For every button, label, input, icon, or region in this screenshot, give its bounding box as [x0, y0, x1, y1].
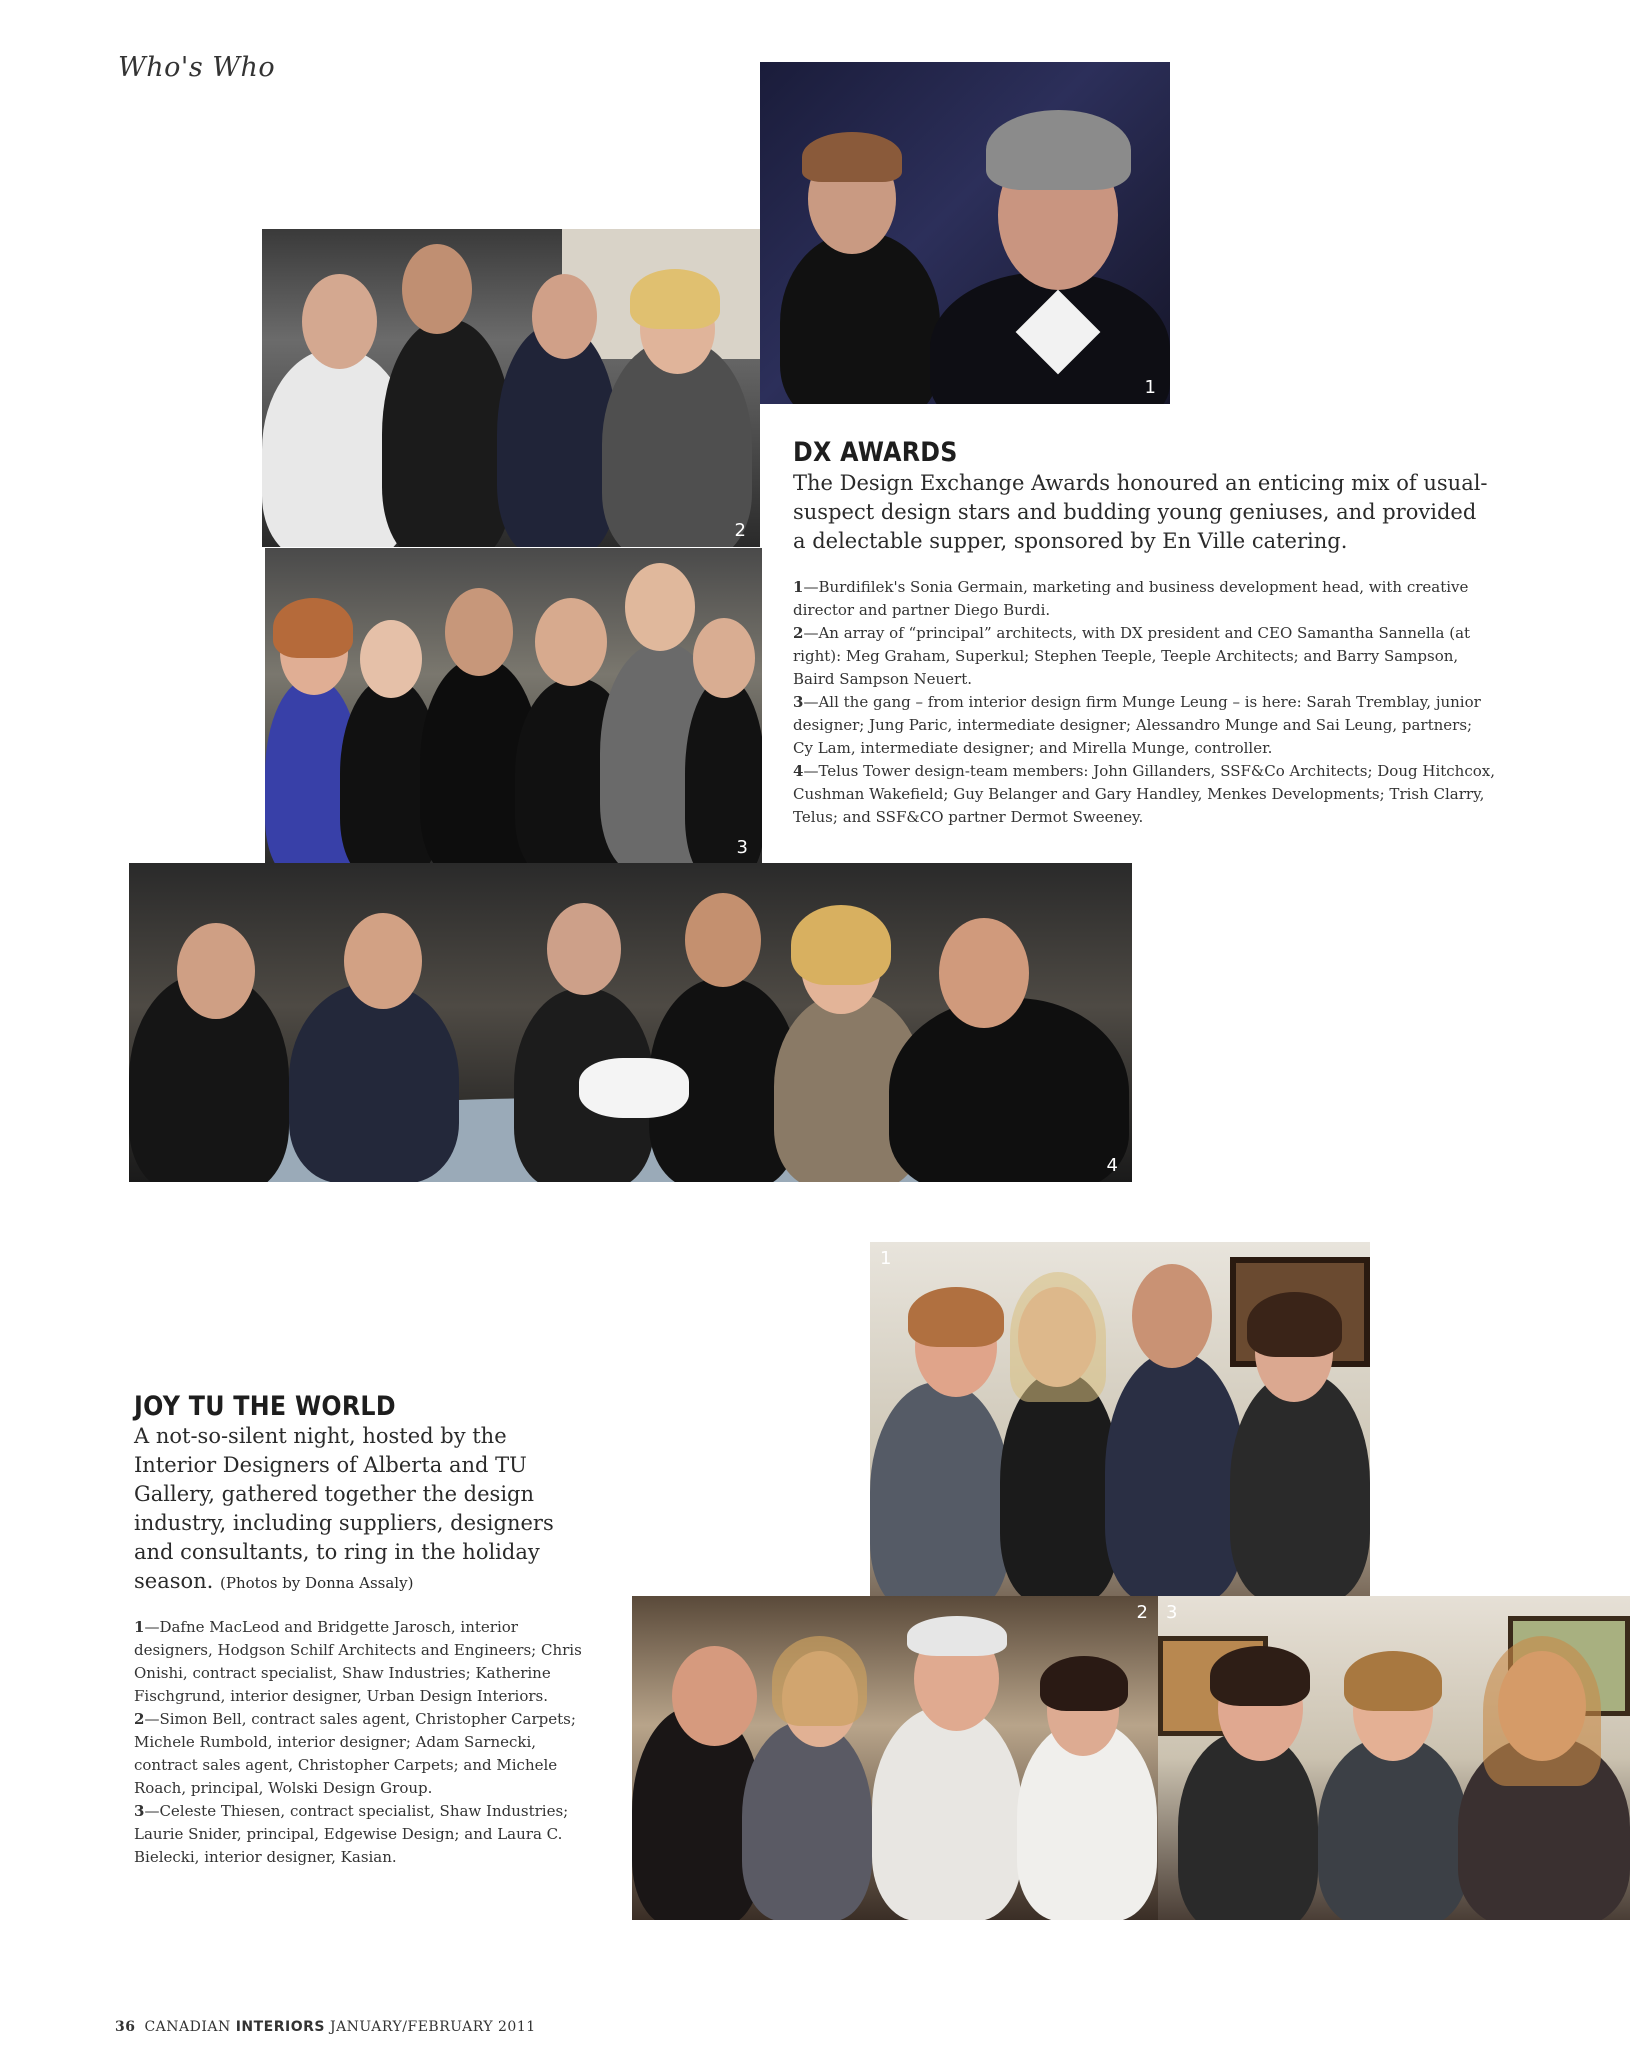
photo-number: 2 [1136, 1602, 1148, 1623]
photo-number: 3 [1166, 1602, 1178, 1623]
page-number: 36 [115, 2019, 136, 2035]
dx-photo-1 [760, 62, 1170, 404]
magazine-name-bold: INTERIORS [235, 2019, 325, 2035]
issue-date: JANUARY/FEBRUARY 2011 [329, 2019, 536, 2035]
dx-heading: DX AWARDS [793, 437, 958, 468]
caption-item: 3—All the gang – from interior design firm Munge Leung – is here: Sarah Tremblay, junior designer; Jung Paric, intermediate designer; Alessandro Munge and Sai Leung, partners; Cy Lam, intermediate designer; and Mirella Munge, controller. [793, 693, 1481, 757]
joy-intro-text: A not-so-silent night, hosted by the Interior Designers of Alberta and TU Gallery, gathered together the design industry, including suppliers, designers and consultants, to ring in the holiday season. [134, 1424, 554, 1593]
joy-heading: JOY TU THE WORLD [134, 1391, 396, 1422]
photo-number: 1 [1144, 377, 1156, 398]
photo-number: 4 [1106, 1155, 1118, 1176]
dx-photo-2 [262, 229, 760, 547]
section-label: Who's Who [118, 52, 276, 83]
dx-photo-3 [265, 548, 762, 864]
caption-item: 1—Dafne MacLeod and Bridgette Jarosch, interior designers, Hodgson Schilf Architects and Engineers; Chris Onishi, contract specialist, Shaw Industries; Katherine Fischgrund, interior designer, Urban Design Interiors. [134, 1618, 582, 1705]
photo-credit: (Photos by Donna Assaly) [220, 1574, 414, 1592]
joy-photo-3 [1158, 1596, 1630, 1920]
page-footer [115, 2019, 536, 2035]
dx-captions [793, 576, 1495, 829]
caption-item: 3—Celeste Thiesen, contract specialist, Shaw Industries; Laurie Snider, principal, Edgewise Design; and Laura C. Bielecki, interior designer, Kasian. [134, 1802, 569, 1866]
magazine-name: CANADIAN [144, 2019, 231, 2035]
photo-number: 3 [736, 837, 748, 858]
joy-intro [134, 1422, 594, 1598]
caption-item: 4—Telus Tower design-team members: John Gillanders, SSF&Co Architects; Doug Hitchcox, Cushman Wakefield; Guy Belanger and Gary Handley, Menkes Developments; Trish Clarry, Telus; and SSF&CO partner Dermot Sweeney. [793, 762, 1495, 826]
caption-item: 2—Simon Bell, contract sales agent, Christopher Carpets; Michele Rumbold, interior designer; Adam Sarnecki, contract sales agent, Christopher Carpets; and Michele Roach, principal, Wolski Design Group. [134, 1710, 576, 1797]
dx-intro: The Design Exchange Awards honoured an enticing mix of usual-suspect design stars and budding young geniuses, and provided a delectable supper, sponsored by En Ville catering. [793, 471, 1488, 553]
joy-photo-1 [870, 1242, 1370, 1596]
photo-number: 1 [880, 1248, 892, 1269]
joy-captions [134, 1616, 596, 1869]
caption-item: 2—An array of “principal” architects, with DX president and CEO Samantha Sannella (at right): Meg Graham, Superkul; Stephen Teeple, Teeple Architects; and Barry Sampson, Baird Sampson Neuert. [793, 624, 1471, 688]
caption-item: 1—Burdifilek's Sonia Germain, marketing and business development head, with creative director and partner Diego Burdi. [793, 578, 1469, 619]
dx-photo-4 [129, 863, 1132, 1182]
joy-photo-2 [632, 1596, 1158, 1920]
photo-number: 2 [734, 520, 746, 541]
